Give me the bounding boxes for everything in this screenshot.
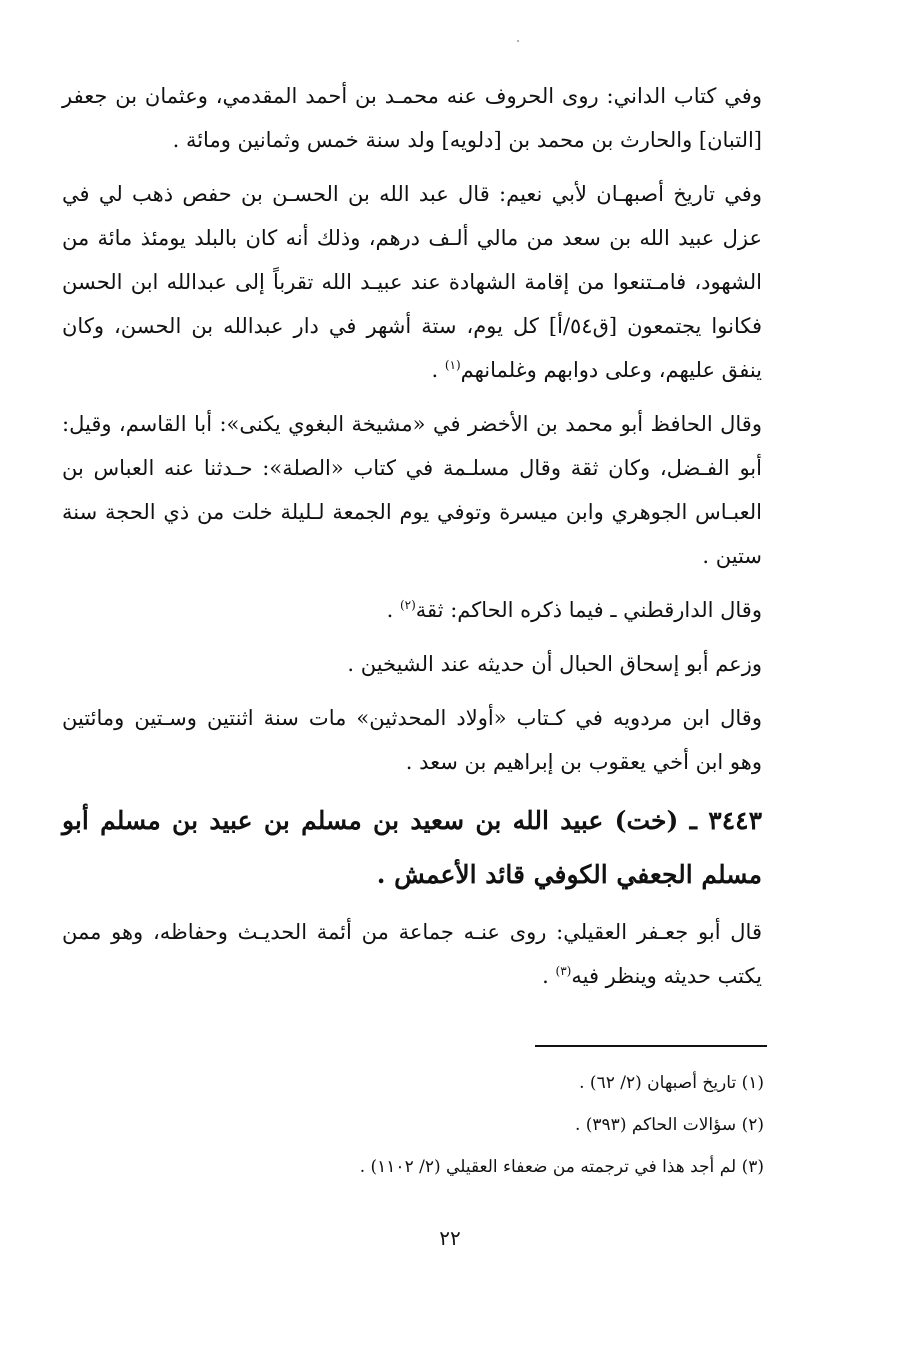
paragraph-uqayli-text: قال أبو جعـفر العقيلي: روى عنـه جماعة من أئمة الحديـث وحفاظه، وهو ممن يكتب حديثه وينظر فيه bbox=[62, 920, 762, 988]
paragraph-daraqutni bbox=[62, 588, 762, 632]
entry-heading: ٣٤٤٣ ـ (خت) عبيد الله بن سعيد بن مسلم بن عبيد بن مسلم أبو مسلم الجعفي الكوفي قائد الأعمش . bbox=[62, 806, 762, 889]
main-text bbox=[62, 74, 762, 1008]
paragraph-habbal: وزعم أبو إسحاق الحبال أن حديثه عند الشيخين . bbox=[347, 652, 762, 676]
footnote-marker-3: (٣) bbox=[555, 964, 572, 978]
paragraph-isbahan-end: . bbox=[431, 358, 445, 382]
footnote-2: (٢) سؤالات الحاكم (٣٩٣) . bbox=[574, 1115, 764, 1135]
paragraph-isbahan bbox=[62, 172, 762, 392]
paragraph-dani: وفي كتاب الداني: روى الحروف عنه محمـد بن أحمد المقدمي، وعثمان بن جعفر [التبان] والحارث بن محمد بن [دلويه] ولد سنة خمس وثمانين ومائة . bbox=[62, 84, 762, 152]
paragraph-mardawayh: وقال ابن مردويه في كـتاب «أولاد المحدثين» مات سنة اثنتين وسـتين ومائتين وهو ابن أخي يعقوب بن إبراهيم بن سعد . bbox=[62, 706, 762, 774]
paragraph-isbahan-text: وفي تاريخ أصبهـان لأبي نعيم: قال عبد الله بن الحسـن بن حفص ذهب لي في عزل عبيد الله بن سعد من مالي ألـف درهم، وذلك أنه كان بالبلد يومئذ مائة من الشهود، فامـتنعوا من إقامة الشهادة عند عبيـد الله تقرباً إلى عبدالله ابن الحسن فكانوا يجتمعون [ق٥٤/أ] كل يوم، ستة أشهر في دار عبدالله بن الحسن، وكان ينفق عليهم، وعلى دوابهم وغلمانهم bbox=[62, 182, 762, 382]
paragraph-akhdar: وقال الحافظ أبو محمد بن الأخضر في «مشيخة البغوي يكنى»: أبا القاسم، وقيل: أبو الفـضل، وكان ثقة وقال مسلـمة في كتاب «الصلة»: حـدثنا عنه العباس بن العبـاس الجوهري وابن ميسرة وتوفي يوم الجمعة لـليلة خلت من ذي الحجة سنة ستين . bbox=[62, 412, 762, 568]
footnote-marker-1: (١) bbox=[444, 358, 461, 372]
footnote-marker-2: (٢) bbox=[399, 598, 416, 612]
scan-speck bbox=[517, 40, 519, 42]
page-number: ٢٢ bbox=[439, 1226, 461, 1250]
footnote-3: (٣) لم أجد هذا في ترجمته من ضعفاء العقيلي (٢/ ١١٠٢) . bbox=[359, 1157, 764, 1177]
footnote-1: (١) تاريخ أصبهان (٢/ ٦٢) . bbox=[579, 1073, 764, 1093]
paragraph-daraqutni-end: . bbox=[386, 598, 400, 622]
footnotes bbox=[62, 1062, 764, 1188]
footnote-divider bbox=[535, 1045, 767, 1047]
paragraph-uqayli-end: . bbox=[542, 964, 556, 988]
paragraph-uqayli bbox=[62, 910, 762, 998]
paragraph-daraqutni-text: وقال الدارقطني ـ فيما ذكره الحاكم: ثقة bbox=[415, 598, 762, 622]
